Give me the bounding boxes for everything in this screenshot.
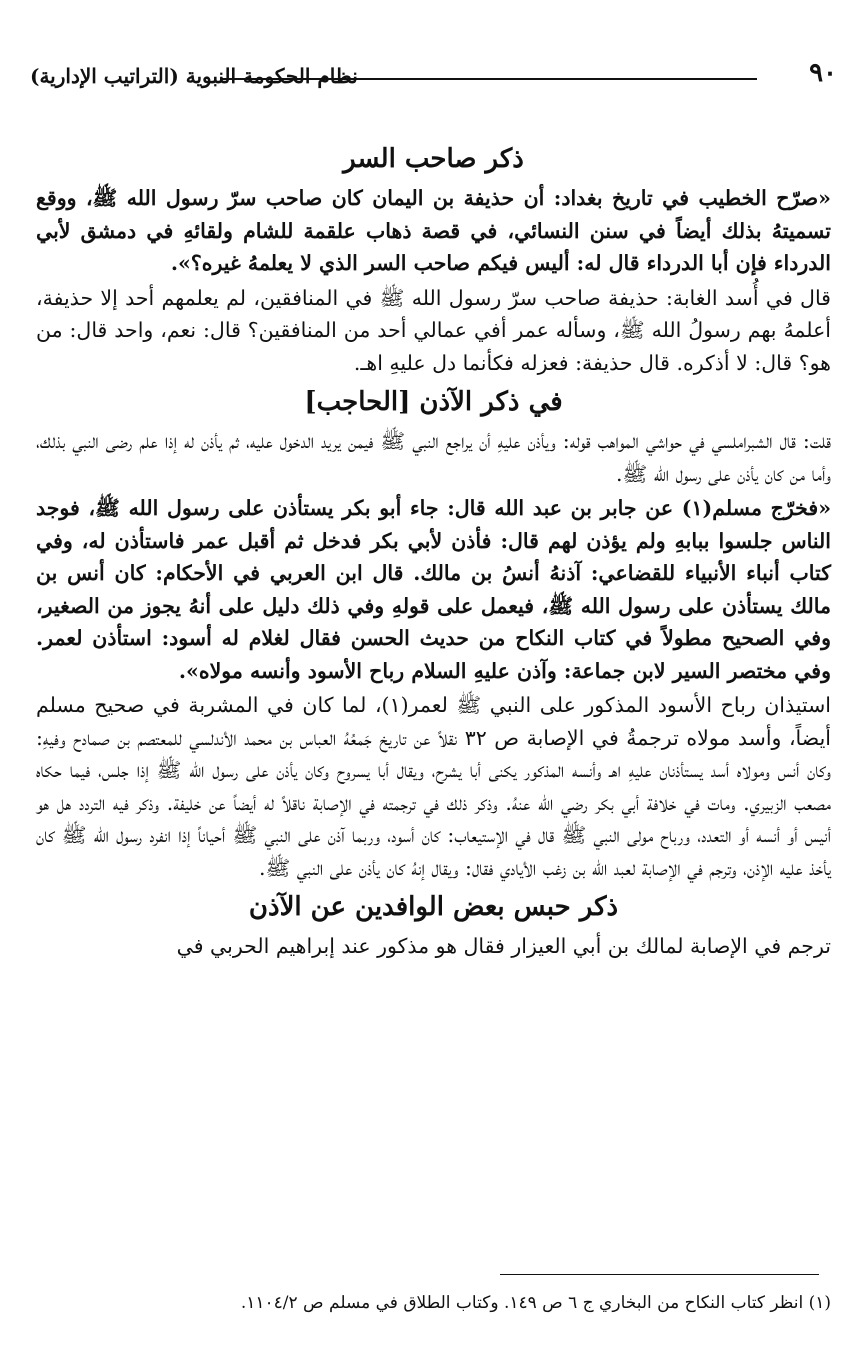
section-heading: ذكر حبس بعض الوافدين عن الآذن bbox=[248, 892, 619, 922]
footnote-rule bbox=[500, 1274, 819, 1275]
section-heading: ذكر صاحب السر bbox=[343, 144, 524, 174]
body-paragraph: قال في أُسد الغابة: حذيفة صاحب سرّ رسول الله ﷺ في المنافقين، لم يعلمهم أحد إلا حذيفة، أعلمهُ بهم رسولُ الله ﷺ، وسأله عمر أفي عمالي أحد من المنافقين؟ قال: نعم، واحد قال: من هو؟ قال: لا أذكره. قال حذيفة: فعزله فكأنما دل عليهِ اهـ. bbox=[36, 285, 831, 375]
page-body bbox=[36, 136, 831, 963]
page-number: ٩٠ bbox=[809, 58, 837, 88]
quote-paragraph: «فخرّج مسلم(١) عن جابر بن عبد الله قال: جاء أبو بكر يستأذن على رسول الله ﷺ، فوجد الناس جلسوا ببابهِ ولم يؤذن لهم قال: فأذن لأبي بكر فدخل ثم أقبل عمر فاستأذن له، وفي كتاب أنباء الأنبياء للقضاعي: آذنهُ أنسُ بن مالك. قال ابن العربي في الأحكام: كان أنس بن مالك يستأذن على رسول الله ﷺ، فيعمل على قولهِ وفي ذلك دليل على أنهُ يجوز من الصغير، وفي الصحيح مطولاً في كتاب النكاح من حديث الحسن فقال لغلام له أسود: استأذن لعمر. وفي مختصر السير لابن جماعة: وآذن عليهِ السلام رباح الأسود وأنسه مولاه». bbox=[36, 496, 831, 683]
running-title: نظام الحكومة النبوية (التراتيب الإدارية) bbox=[30, 64, 358, 88]
body-paragraph: استيذان رباح الأسود المذكور على النبي ﷺ لعمر(١)، لما كان في المشربة في صحيح مسلم أيضاً، وأسد مولاه ترجمةُ في الإصابة ص ٣٢ نقلاً عن تاريخ جَمعُهُ العباس بن محمد الأندلسي للمعتصم بن صمادح وفيهِ: وكان أنس ومولاه أسد يستأذنان عليهِ اهـ وأنسه المذكور يكنى أبا يشرح، ويقال أبا يسروح وكان يأذن على رسول الله ﷺ إذا جلس، فيما حكاه مصعب الزبيري. ومات في خلافة أبي بكر رضي الله عنهُ. وذكر ذلك في ترجمته في الإصابة ناقلاً له أيضاً عن خليفة. وذكر فيه التردد هل هو أنيس أو أنسه أو التعدد، ورباح مولى النبي ﷺ قال في الإستيعاب: كان أسود، وربما آذن على النبي ﷺ أحياناً إذا انفرد رسول الله ﷺ كان يأخذ عليه الإذن، وترجم في الإصابة لعبد الله بن زغب الأيادي فقال: ويقال إنهُ كان يأذن على النبي ﷺ. bbox=[36, 693, 831, 880]
footnote: (١) انظر كتاب النكاح من البخاري ج ٦ ص ١٤٩. وكتاب الطلاق في مسلم ص ١١٠٤/٢. bbox=[240, 1293, 831, 1313]
body-paragraph: ترجم في الإصابة لمالك بن أبي العيزار فقال هو مذكور عند إبراهيم الحربي في bbox=[176, 934, 831, 958]
body-paragraph: قلت: قال الشبراملسي في حواشي المواهب قوله: ويأذن عليهِ أن يراجع النبي ﷺ فيمن يريد الدخول عليه، ثم يأذن له إذا علم رضى النبي بذلك، وأما من كان يأذن على رسول الله ﷺ. bbox=[36, 429, 831, 486]
section-heading: في ذكر الآذن [الحاجب] bbox=[304, 387, 563, 417]
quote-paragraph: «صرّح الخطيب في تاريخ بغداد: أن حذيفة بن اليمان كان صاحب سرّ رسول الله ﷺ، ووقع تسميتهُ بذلك أيضاً في سنن النسائي، في قصة ذهاب علقمة للشام ولقائهِ في دمشق لأبي الدرداء فإن أبا الدرداء قال له: أليس فيكم صاحب السر الذي لا يعلمهُ غيره؟». bbox=[36, 186, 831, 275]
page-header bbox=[30, 58, 837, 98]
